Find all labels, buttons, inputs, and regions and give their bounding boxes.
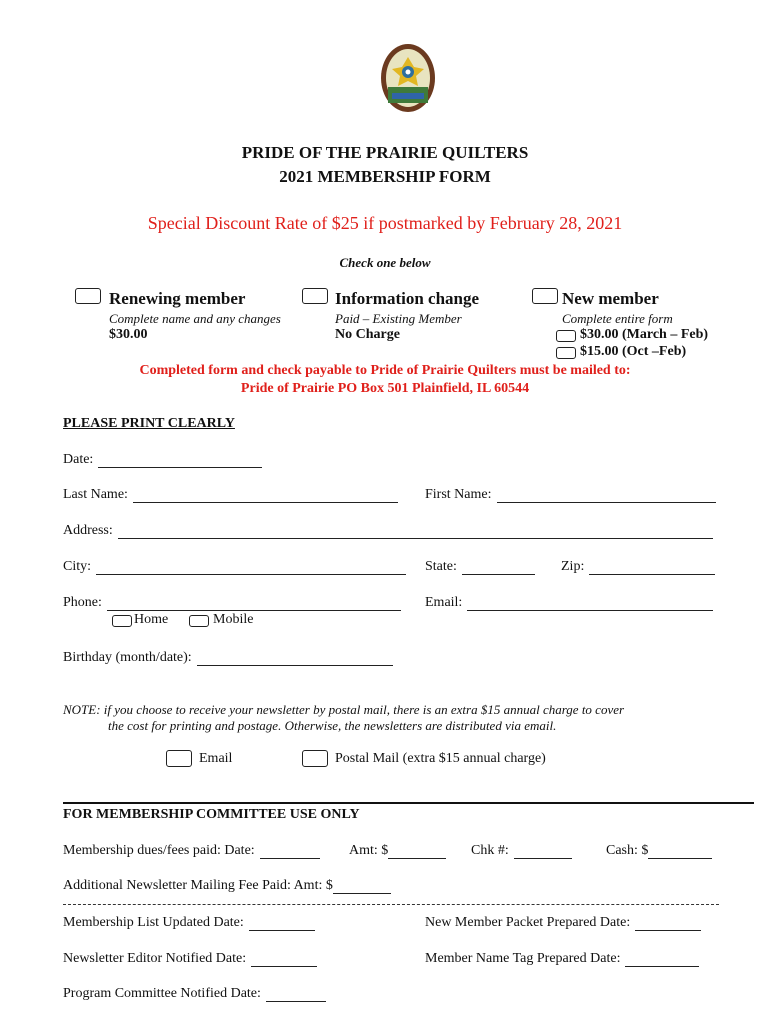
editor-notified-input[interactable] bbox=[251, 953, 317, 967]
program-notified-label: Program Committee Notified Date: bbox=[63, 986, 261, 1001]
mail-instructions: Completed form and check payable to Pride of Prairie Quilters must be mailed to: bbox=[139, 363, 631, 378]
first-name-input[interactable] bbox=[497, 489, 716, 503]
editor-notified-label: Newsletter Editor Notified Date: bbox=[63, 951, 247, 966]
renewing-member-price: $30.00 bbox=[109, 327, 148, 342]
cash-label: Cash: $ bbox=[606, 843, 649, 858]
renewing-member-desc: Complete name and any changes bbox=[109, 311, 281, 326]
city-field bbox=[63, 559, 406, 575]
amount-label: Amt: $ bbox=[349, 843, 389, 858]
address-label: Address: bbox=[63, 523, 113, 538]
birthday-input[interactable] bbox=[197, 652, 393, 666]
phone-input[interactable] bbox=[107, 597, 401, 611]
city-label: City: bbox=[63, 559, 92, 574]
dues-date-field bbox=[63, 843, 320, 859]
email-field bbox=[425, 595, 713, 611]
dues-date-label: Membership dues/fees paid: Date: bbox=[63, 843, 255, 858]
editor-notified-field bbox=[63, 951, 317, 967]
mobile-phone-label: Mobile bbox=[213, 612, 254, 627]
renewing-member-label: Renewing member bbox=[109, 289, 246, 308]
newsletter-email-label: Email bbox=[199, 751, 233, 766]
discount-notice: Special Discount Rate of $25 if postmarked by February 28, 2021 bbox=[147, 213, 623, 233]
quilt-logo bbox=[380, 43, 436, 113]
print-clearly-heading: PLEASE PRINT CLEARLY bbox=[63, 416, 235, 431]
mailing-fee-label: Additional Newsletter Mailing Fee Paid: Amt: $ bbox=[63, 878, 333, 893]
new-member-checkbox[interactable] bbox=[532, 288, 558, 304]
last-name-field bbox=[63, 487, 398, 503]
committee-divider bbox=[63, 802, 754, 804]
new-member-half-year-price: $15.00 (Oct –Feb) bbox=[580, 344, 687, 359]
form-title: PRIDE OF THE PRAIRIE QUILTERS bbox=[241, 143, 529, 162]
list-updated-input[interactable] bbox=[249, 917, 315, 931]
new-member-half-year-checkbox[interactable] bbox=[556, 347, 576, 359]
information-change-price: No Charge bbox=[335, 327, 400, 342]
date-label: Date: bbox=[63, 452, 94, 467]
newsletter-note: NOTE: if you choose to receive your newsletter by postal mail, there is an extra $15 annual charge to cover bbox=[63, 702, 625, 717]
new-member-full-year-price: $30.00 (March – Feb) bbox=[580, 327, 709, 342]
birthday-label: Birthday (month/date): bbox=[63, 650, 192, 665]
mailing-fee-input[interactable] bbox=[333, 880, 391, 894]
email-input[interactable] bbox=[467, 597, 713, 611]
zip-label: Zip: bbox=[561, 559, 585, 574]
home-phone-checkbox[interactable] bbox=[112, 615, 132, 627]
newsletter-postal-checkbox[interactable] bbox=[302, 750, 328, 767]
list-updated-label: Membership List Updated Date: bbox=[63, 915, 244, 930]
name-tag-field bbox=[425, 951, 699, 967]
date-field bbox=[63, 452, 262, 468]
information-change-checkbox[interactable] bbox=[302, 288, 328, 304]
amount-field bbox=[349, 843, 446, 859]
mail-address: Pride of Prairie PO Box 501 Plainfield, IL 60544 bbox=[240, 381, 530, 396]
cash-input[interactable] bbox=[648, 845, 712, 859]
newsletter-note-continued: the cost for printing and postage. Otherwise, the newsletters are distributed via email. bbox=[108, 718, 557, 733]
mailing-fee-field bbox=[63, 878, 391, 894]
new-member-full-year-checkbox[interactable] bbox=[556, 330, 576, 342]
packet-prepared-input[interactable] bbox=[635, 917, 701, 931]
committee-heading: FOR MEMBERSHIP COMMITTEE USE ONLY bbox=[63, 807, 360, 822]
last-name-label: Last Name: bbox=[63, 487, 128, 502]
email-label: Email: bbox=[425, 595, 463, 610]
birthday-field bbox=[63, 650, 393, 666]
first-name-field bbox=[425, 487, 716, 503]
zip-field bbox=[561, 559, 715, 575]
packet-prepared-label: New Member Packet Prepared Date: bbox=[425, 915, 631, 930]
check-number-label: Chk #: bbox=[471, 843, 509, 858]
address-input[interactable] bbox=[118, 525, 713, 539]
state-label: State: bbox=[425, 559, 457, 574]
dashed-separator bbox=[63, 904, 719, 905]
form-subtitle: 2021 MEMBERSHIP FORM bbox=[279, 167, 491, 186]
check-number-input[interactable] bbox=[514, 845, 572, 859]
state-field bbox=[425, 559, 535, 575]
first-name-label: First Name: bbox=[425, 487, 492, 502]
cash-field bbox=[606, 843, 712, 859]
phone-label: Phone: bbox=[63, 595, 102, 610]
new-member-label: New member bbox=[562, 289, 659, 308]
program-notified-input[interactable] bbox=[266, 988, 326, 1002]
address-field bbox=[63, 523, 713, 539]
information-change-desc: Paid – Existing Member bbox=[335, 311, 462, 326]
city-input[interactable] bbox=[96, 561, 406, 575]
name-tag-label: Member Name Tag Prepared Date: bbox=[425, 951, 621, 966]
zip-input[interactable] bbox=[589, 561, 715, 575]
program-notified-field bbox=[63, 986, 326, 1002]
home-phone-label: Home bbox=[134, 612, 169, 627]
last-name-input[interactable] bbox=[133, 489, 398, 503]
mobile-phone-checkbox[interactable] bbox=[189, 615, 209, 627]
name-tag-input[interactable] bbox=[625, 953, 699, 967]
newsletter-postal-label: Postal Mail (extra $15 annual charge) bbox=[335, 751, 546, 766]
date-input[interactable] bbox=[98, 454, 262, 468]
amount-input[interactable] bbox=[388, 845, 446, 859]
list-updated-field bbox=[63, 915, 315, 931]
new-member-desc: Complete entire form bbox=[562, 311, 673, 326]
phone-field bbox=[63, 595, 401, 611]
renewing-member-checkbox[interactable] bbox=[75, 288, 101, 304]
dues-date-input[interactable] bbox=[260, 845, 320, 859]
check-number-field bbox=[471, 843, 572, 859]
newsletter-email-checkbox[interactable] bbox=[166, 750, 192, 767]
information-change-label: Information change bbox=[335, 289, 480, 308]
check-one-instruction: Check one below bbox=[339, 255, 431, 270]
packet-prepared-field bbox=[425, 915, 701, 931]
state-input[interactable] bbox=[462, 561, 535, 575]
